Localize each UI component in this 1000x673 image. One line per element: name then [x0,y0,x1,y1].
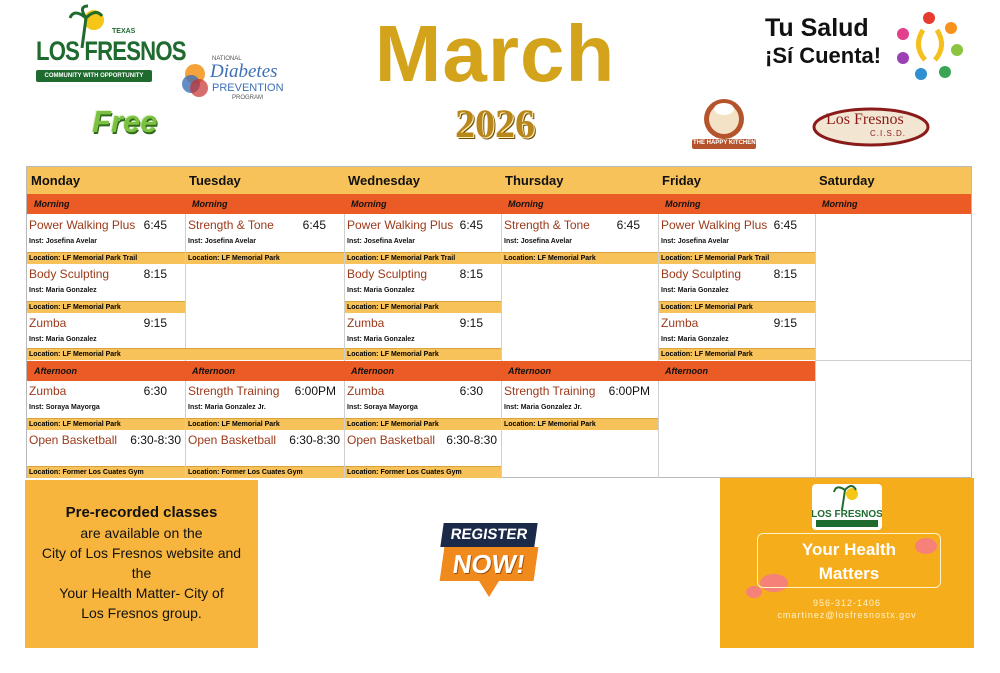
ndpp-line2: Diabetes [210,61,278,82]
chef-icon [690,97,758,155]
people-circle-icon [893,10,965,82]
morning-label-wednesday: Morning [344,194,501,214]
palm-sun-icon [812,484,882,530]
happy-kitchen-logo [690,97,758,155]
class-time: 6:00PM [294,384,336,398]
afternoon-label-monday: Afternoon [27,361,185,381]
class-block [501,381,658,430]
morning-label-saturday: Morning [815,194,971,214]
logo-state: TEXAS [112,28,136,35]
weekly-schedule [26,166,972,478]
register-label: REGISTER [440,523,537,547]
logo-tagline: COMMUNITY WITH OPPORTUNITY [36,70,152,82]
class-name: Strength & Tone [504,218,590,232]
tu-salud-logo [765,15,895,69]
class-block [344,215,501,264]
day-header-tuesday: Tuesday [185,167,344,194]
class-location: Location: LF Memorial Park [502,418,658,430]
afternoon-label-thursday: Afternoon [501,361,658,381]
class-block [344,313,501,360]
morning-label-monday: Morning [27,194,185,214]
los-fresnos-small-logo [812,484,882,530]
class-instructor: Inst: Maria Gonzalez [661,336,729,343]
class-location: Location: LF Memorial Park Trail [659,252,815,264]
class-location: Location: Former Los Cuates Gym [27,466,185,478]
class-name: Zumba [661,316,699,330]
class-instructor: Inst: Josefina Avelar [661,238,729,245]
class-time: 6:45 [143,218,167,232]
ndpp-line3: PREVENTION [212,82,284,94]
class-block [27,313,185,360]
class-time: 9:15 [773,316,797,330]
afternoon-label-tuesday: Afternoon [185,361,344,381]
class-location: Location: LF Memorial Park [27,348,185,360]
day-header-wednesday: Wednesday [344,167,501,194]
class-location: Location: LF Memorial Park [186,418,344,430]
class-instructor: Inst: Maria Gonzalez [29,336,97,343]
class-name: Strength & Tone [188,218,274,232]
class-time: 6:30-8:30 [130,433,181,447]
class-name: Body Sculpting [29,267,110,281]
prerecorded-notice [25,480,258,648]
class-time: 6:45 [302,218,326,232]
class-location: Location: LF Memorial Park [27,301,185,313]
class-block [27,264,185,313]
prerec-line6: Los Fresnos group. [81,605,202,621]
class-block [344,381,501,430]
prerec-line5: Your Health Matter- City of [59,585,224,601]
class-block [658,264,815,313]
class-name: Body Sculpting [347,267,428,281]
class-block [658,215,815,264]
small-logo-word: LOS FRESNOS [812,509,882,520]
class-instructor: Inst: Josefina Avelar [29,238,97,245]
register-now-label: NOW! [440,547,539,581]
class-instructor: Inst: Maria Gonzalez [347,287,415,294]
class-location: Location: LF Memorial Park [502,252,658,264]
class-name: Open Basketball [347,433,436,447]
runner-icon [182,62,208,102]
class-instructor: Inst: Maria Gonzalez [347,336,415,343]
morning-label-thursday: Morning [501,194,658,214]
health-card-title [757,538,941,586]
health-title-line2: Matters [818,564,880,583]
class-block [658,313,815,360]
morning-label-tuesday: Morning [185,194,344,214]
class-name: Zumba [29,316,67,330]
class-block [185,381,344,430]
ndpp-line4: PROGRAM [232,95,264,101]
contact-email[interactable]: cmartinez@losfresnostx.gov [777,610,917,620]
day-header-thursday: Thursday [501,167,658,194]
class-instructor: Inst: Maria Gonzalez Jr. [504,404,582,411]
class-block [185,215,344,264]
class-name: Zumba [347,384,385,398]
class-instructor: Inst: Josefina Avelar [188,238,256,245]
arrow-down-icon [479,581,499,597]
class-location: Location: LF Memorial Park [186,252,344,264]
class-time: 6:30-8:30 [446,433,497,447]
class-instructor: Inst: Soraya Mayorga [347,404,418,411]
class-time: 6:00PM [608,384,650,398]
class-location: Location: LF Memorial Park [345,301,501,313]
tu-salud-line2: ¡Sí Cuenta! [765,43,882,68]
afternoon-label-wednesday: Afternoon [344,361,501,381]
contact-phone: 956-312-1406 [812,598,882,608]
class-instructor: Inst: Josefina Avelar [504,238,572,245]
class-time: 6:30 [459,384,483,398]
class-time: 8:15 [773,267,797,281]
class-instructor: Inst: Soraya Mayorga [29,404,100,411]
class-location: Location: Former Los Cuates Gym [345,466,501,478]
class-name: Open Basketball [188,433,277,447]
class-name: Strength Training [504,384,596,398]
class-location: Location: Former Los Cuates Gym [186,466,344,478]
kitchen-label: THE HAPPY KITCHEN [693,140,756,146]
your-health-matters-card [720,478,974,648]
class-time: 8:15 [143,267,167,281]
class-block [27,381,185,430]
class-block [27,215,185,264]
day-header-monday: Monday [27,167,185,194]
class-block [501,215,658,264]
prerec-line4: the [131,565,152,581]
class-time: 9:15 [143,316,167,330]
class-time: 6:45 [616,218,640,232]
health-title-line1: Your Health [801,540,897,559]
tu-salud-line1: Tu Salud [765,14,869,42]
class-name: Zumba [347,316,385,330]
class-location: Location: LF Memorial Park [27,418,185,430]
class-instructor: Inst: Maria Gonzalez [29,287,97,294]
prerec-line3: City of Los Fresnos website and [41,545,242,561]
class-block [185,430,344,478]
class-time: 8:15 [459,267,483,281]
class-name: Open Basketball [29,433,118,447]
class-time: 6:45 [459,218,483,232]
class-instructor: Inst: Josefina Avelar [347,238,415,245]
class-time: 6:30 [143,384,167,398]
class-name: Power Walking Plus [347,218,454,232]
class-block [344,264,501,313]
class-location: Location: LF Memorial Park [345,418,501,430]
prerec-line1: Pre-recorded classes [65,504,218,521]
diabetes-prevention-logo [182,56,292,106]
class-block [27,430,185,478]
logo-word: LOS FRESNOS [36,36,186,66]
class-instructor: Inst: Maria Gonzalez Jr. [188,404,266,411]
ndpp-line1: NATIONAL [212,56,242,62]
class-time: 9:15 [459,316,483,330]
cisd-sub: C.I.S.D. [870,129,907,138]
class-name: Body Sculpting [661,267,742,281]
class-location: Location: LF Memorial Park [345,348,501,360]
class-name: Power Walking Plus [29,218,136,232]
class-location: Location: LF Memorial Park [659,348,815,360]
day-header-friday: Friday [658,167,815,194]
month-title: March [374,9,616,98]
register-now-button[interactable] [442,523,536,603]
class-location: Location: LF Memorial Park Trail [27,252,185,264]
class-time: 6:30-8:30 [289,433,340,447]
cisd-word: Los Fresnos [826,111,904,128]
year-title: 2026 [455,101,535,146]
class-name: Zumba [29,384,67,398]
free-label: Free [92,104,158,139]
afternoon-label-friday: Afternoon [658,361,815,381]
class-instructor: Inst: Maria Gonzalez [661,287,729,294]
class-name: Strength Training [188,384,280,398]
class-location: Location: LF Memorial Park [659,301,815,313]
los-fresnos-cisd-logo [812,107,930,147]
class-location: Location: LF Memorial Park Trail [345,252,501,264]
class-name: Power Walking Plus [661,218,768,232]
empty-location-bar [185,348,344,360]
los-fresnos-logo [30,6,186,90]
class-block [344,430,501,478]
prerec-line2: are available on the [80,525,203,541]
morning-label-friday: Morning [658,194,815,214]
day-header-saturday: Saturday [815,167,971,194]
class-time: 6:45 [773,218,797,232]
